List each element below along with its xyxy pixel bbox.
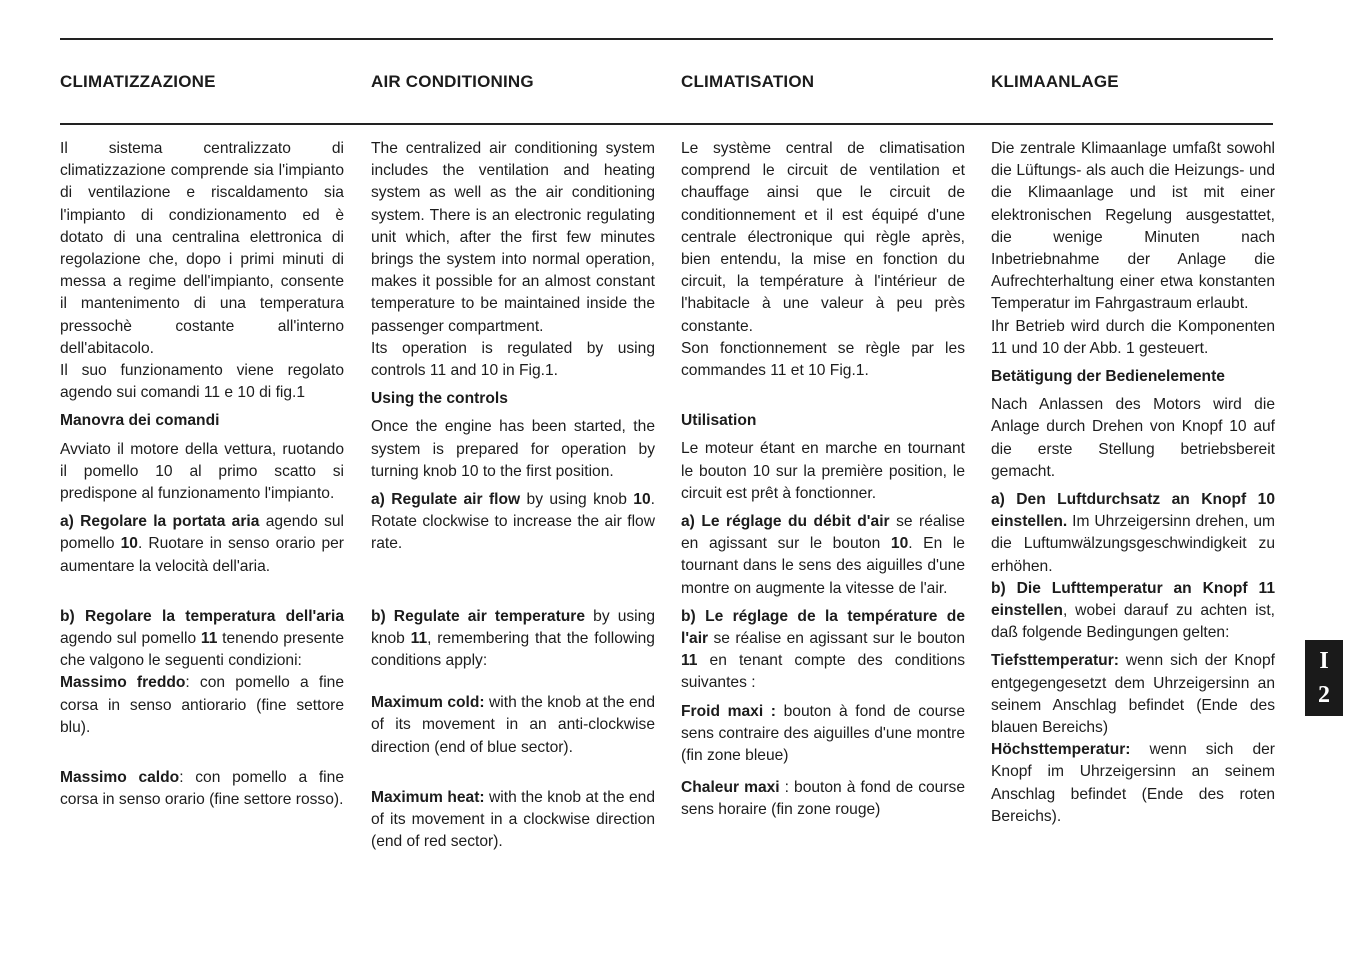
max-heat-text: : bouton à fond de course sens horaire (fin zone rouge) <box>681 779 965 819</box>
air-temp-label: b) Regolare la temperatura dell'aria <box>60 607 344 625</box>
air-temp-label: b) Le réglage de la température de l'air <box>681 607 965 648</box>
intro-controls: Ihr Betrieb wird durch die Komponenten 11 und 10 der Abb. 1 gesteuert. <box>991 317 1275 357</box>
air-temp-text: se réalise en agissant sur le bouton <box>708 630 965 648</box>
air-temp-text: agendo sul pomello <box>60 630 201 648</box>
intro-paragraph: The centralized air conditioning system includes the ventilation and heating system as well as the air conditioning system. There is an electronic regulating unit which, after the first few minutes brings the system into normal operation, makes it possible for an almost constant temperature to be maintained inside the passenger compartment. <box>371 140 655 335</box>
start-paragraph: Nach Anlassen des Motors wird die Anlage durch Drehen von Knopf 10 auf die erste Stellung betriebsbereit gemacht. <box>991 396 1275 480</box>
max-heat <box>681 777 965 821</box>
air-flow-text-2: . Ruotare in senso orario per aumentare la velocità dell'aria. <box>60 535 344 575</box>
max-heat-label: Höchsttemperatur: <box>991 741 1131 759</box>
air-flow-step <box>60 511 344 578</box>
max-cold-label: Tiefsttemperatur: <box>991 652 1119 670</box>
air-flow-text-2: . Rotate clockwise to increase the air flow rate. <box>371 491 655 553</box>
air-flow-text: Im Uhrzeigersinn drehen, um die Luftumwälzungsgeschwindigkeit zu erhöhen. <box>991 513 1275 575</box>
column-german <box>991 138 1275 828</box>
max-heat-text: wenn sich der Knopf im Uhrzeigersinn an seinem Anschlag befindet (Ende des roten Bereichs). <box>991 741 1275 825</box>
start-paragraph: Once the engine has been started, the system is prepared for operation by turning knob 10 to the first position. <box>371 418 655 480</box>
air-flow-step <box>991 489 1275 578</box>
air-temp-label: b) Regulate air temperature <box>371 607 586 625</box>
subheading-controls: Betätigung der Bedienelemente <box>991 368 1225 386</box>
air-flow-text-2: . En le tournant dans le sens des aiguilles d'une montre on augmente la vitesse de l'air. <box>681 535 965 597</box>
max-cold <box>681 701 965 768</box>
air-flow-label: a) Le réglage du débit d'air <box>681 513 890 531</box>
air-temp-text-2: tenendo presente che valgono le seguenti condizioni: <box>60 630 344 670</box>
intro-paragraph: Le système central de climatisation comprend le circuit de ventilation et chauffage ainsi que le circuit de conditionnement et il est équipé d'une centrale électronique qui règle après, bien entendu, la mise en fonction du circuit, la température à l'intérieur de l'habitacle à une valeur à peu près constante. <box>681 140 965 335</box>
column-french <box>681 138 965 822</box>
air-temp-text-2: en tenant compte des conditions suivantes : <box>681 652 965 692</box>
max-cold <box>371 692 655 759</box>
subheading-controls: Manovra dei comandi <box>60 412 220 430</box>
heading-english: AIR CONDITIONING <box>371 72 534 91</box>
heading-french: CLIMATISATION <box>681 72 815 91</box>
page-number: 2 <box>1318 682 1330 708</box>
max-heat-label: Massimo caldo <box>60 769 180 787</box>
knob-number: 11 <box>200 630 218 648</box>
max-heat <box>60 767 344 811</box>
air-temp-step <box>991 578 1275 645</box>
start-paragraph: Le moteur étant en marche en tournant le bouton 10 sur la première position, le circuit est prêt à fonctionner. <box>681 440 965 502</box>
max-heat <box>371 787 655 854</box>
intro-controls: Il suo funzionamento viene regolato agendo sui comandi 11 e 10 di fig.1 <box>60 362 344 402</box>
max-heat-text: : con pomello a fine corsa in senso orario (fine settore rosso). <box>60 769 344 809</box>
max-cold-text: : con pomello a fine corsa in senso antiorario (fine settore blu). <box>60 674 344 736</box>
section-tab <box>1305 640 1343 716</box>
air-temp-text: by using knob <box>371 607 655 647</box>
subheading-controls: Using the controls <box>371 390 508 408</box>
heading-german: KLIMAANLAGE <box>991 72 1119 91</box>
air-temp-step <box>60 606 344 673</box>
max-heat-label: Maximum heat: <box>371 788 485 806</box>
subheading-controls: Utilisation <box>681 412 757 430</box>
air-flow-text: se réalise en agissant sur le bouton <box>681 513 965 553</box>
air-flow-text: agendo sul pomello <box>60 513 344 553</box>
max-heat-text: with the knob at the end of its movement in a clockwise direction (end of red sector). <box>371 788 655 851</box>
max-cold-label: Massimo freddo <box>60 674 186 692</box>
air-flow-step <box>371 489 655 556</box>
top-rule <box>60 38 1273 40</box>
heading-italian: CLIMATIZZAZIONE <box>60 72 216 91</box>
max-cold-label: Froid maxi : <box>681 702 776 720</box>
start-paragraph: Avviato il motore della vettura, ruotando il pomello 10 al primo scatto si predispone al funzionamento l'impianto. <box>60 440 344 503</box>
knob-number: 11 <box>681 652 698 670</box>
column-italian <box>60 138 344 811</box>
air-flow-label: a) Regulate air flow <box>371 491 521 509</box>
max-cold-text: with the knob at the end of its movement in an anti-clockwise direction (end of blue sector). <box>371 694 655 756</box>
intro-paragraph: Die zentrale Klimaanlage umfaßt sowohl die Lüftungs- als auch die Heizungs- und die Klimaanlage und ist mit einer elektronischen Regelung ausgestattet, die wenige Minuten nach Inbetriebnahme der Anlage die Aufrechterhaltung einer etwa konstanten Temperatur im Fahrgastraum erlaubt. <box>991 140 1275 313</box>
max-cold-text: bouton à fond de course sens contraire des aiguilles d'une montre (fin zone bleue) <box>681 702 965 765</box>
knob-number: 10 <box>890 535 909 553</box>
max-heat <box>991 739 1275 828</box>
knob-number: 10 <box>120 535 138 553</box>
column-english <box>371 138 655 853</box>
max-cold-label: Maximum cold: <box>371 694 485 712</box>
max-heat-label: Chaleur maxi <box>681 779 780 797</box>
intro-controls: Son fonctionnement se règle par les commandes 11 et 10 Fig.1. <box>681 339 965 380</box>
air-temp-text: , wobei darauf zu achten ist, daß folgende Bedingungen gelten: <box>991 602 1275 642</box>
max-cold <box>991 650 1275 739</box>
header-rule <box>60 123 1273 125</box>
section-letter: I <box>1319 648 1329 674</box>
intro-controls: Its operation is regulated by using controls 11 and 10 in Fig.1. <box>371 339 655 380</box>
air-temp-text-2: , remembering that the following conditions apply: <box>371 629 655 670</box>
air-flow-step <box>681 511 965 600</box>
air-flow-label: a) Den Luftdurchsatz an Knopf 10 einstellen. <box>991 491 1275 531</box>
air-temp-label: b) Die Lufttemperatur an Knopf 11 einstellen <box>991 579 1275 620</box>
knob-number: 10 <box>633 491 651 509</box>
air-flow-label: a) Regolare la portata aria <box>60 513 260 531</box>
air-flow-text: by using knob <box>520 491 634 509</box>
intro-paragraph: Il sistema centralizzato di climatizzazione comprende sia l'impianto di ventilazione e riscaldamento sia l'impianto di condizionamento ed è dotato di una centralina elettronica di regolazione che, dopo i primi minuti di messa a regime dell'impianto, consente il mantenimento di una temperatura pressochè costante all'interno dell'abitacolo. <box>60 140 344 357</box>
max-cold <box>60 672 344 739</box>
air-temp-step <box>681 606 965 695</box>
knob-number: 11 <box>410 629 428 647</box>
max-cold-text: wenn sich der Knopf entgegengesetzt dem Uhrzeigersinn an seinem Anschlag befindet (Ende des blauen Bereichs) <box>991 652 1275 737</box>
air-temp-step <box>371 606 655 673</box>
